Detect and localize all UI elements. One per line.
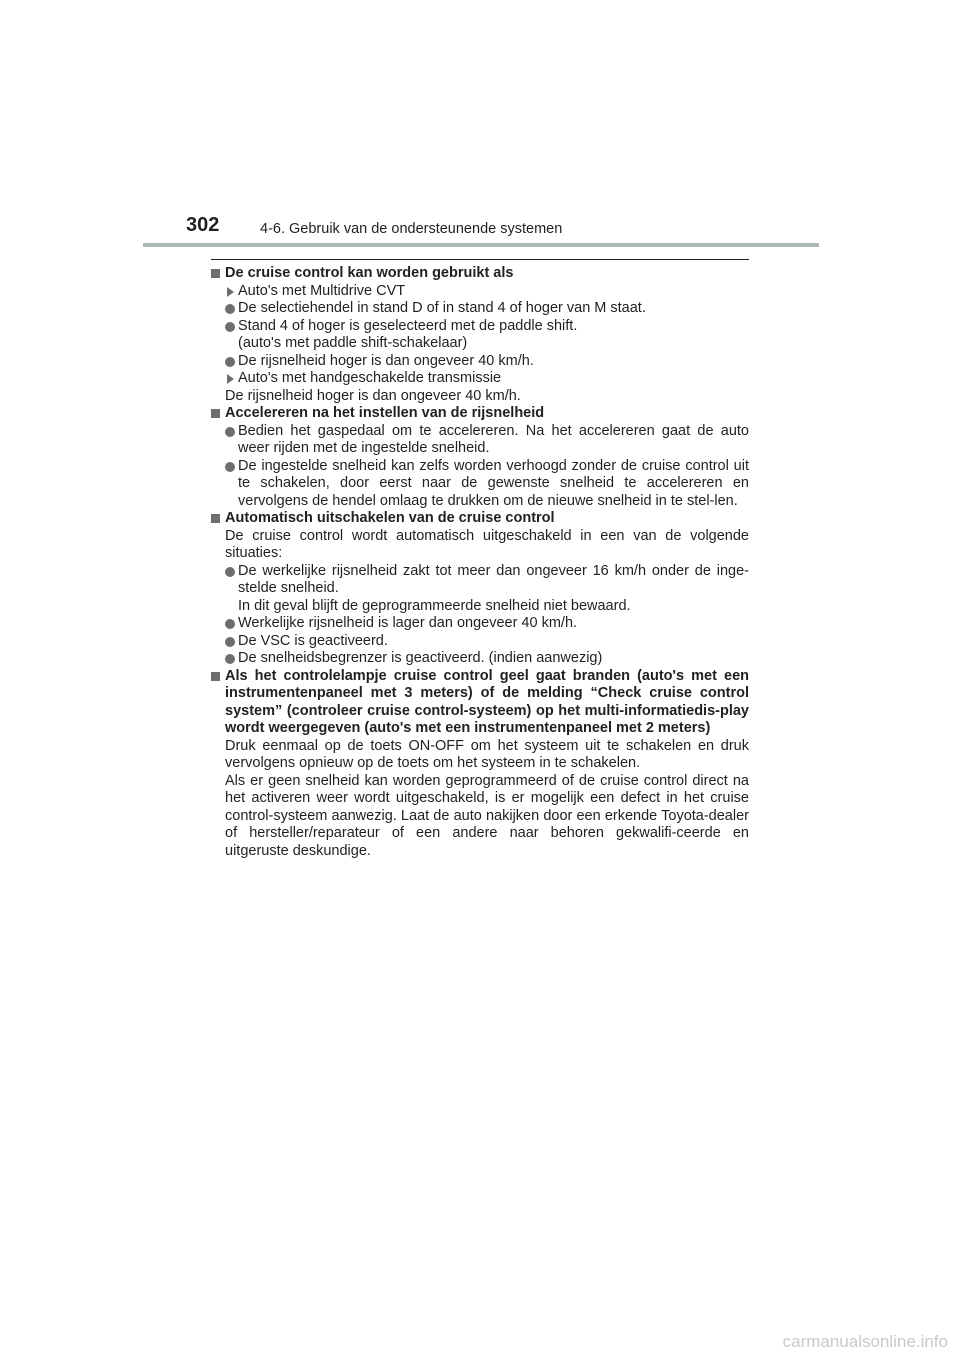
text-line: De VSC is geactiveerd. <box>238 632 388 649</box>
text-line: Auto's met handgeschakelde transmissie <box>238 370 502 386</box>
content <box>211 265 749 860</box>
text-line: (auto's met paddle shift-schakelaar) <box>238 335 468 351</box>
triangle-marker-icon <box>227 287 234 297</box>
text-line: De selectiehendel in stand D of in stand 4 of hoger van M staat. <box>238 300 646 316</box>
section-heading <box>211 510 749 528</box>
content-rule <box>211 259 749 260</box>
square-bullet-icon <box>211 672 220 681</box>
square-bullet-icon <box>211 409 220 418</box>
bullet-item <box>211 615 749 633</box>
bullet-item <box>211 318 749 353</box>
text-line: De rijsnelheid hoger is dan ongeveer 40 km/h. <box>238 352 534 369</box>
text-line: Stand 4 of hoger is geselecteerd met de paddle shift. <box>238 317 578 334</box>
section-heading <box>211 265 749 283</box>
body-paragraph <box>211 388 749 406</box>
bullet-item <box>211 458 749 511</box>
text-line: Accelereren na het instellen van de rijsnelheid <box>225 405 545 421</box>
triangle-marker-icon <box>227 374 234 384</box>
watermark: carmanualsonline.info <box>782 1332 948 1351</box>
circle-bullet-icon <box>225 427 235 437</box>
text-line: Bedien het gaspedaal om te accelereren. Na het accelereren gaat de auto weer rijden met de ingestelde snelheid. <box>238 422 749 456</box>
bullet-item <box>211 633 749 651</box>
circle-bullet-icon <box>225 567 235 577</box>
text-line: De cruise control wordt automatisch uitgeschakeld in een van de volgende situaties: <box>225 527 749 561</box>
section-title: 4-6. Gebruik van de ondersteunende systemen <box>260 221 563 237</box>
text-line: Automatisch uitschakelen van de cruise control <box>225 510 555 526</box>
sub-heading <box>211 370 749 388</box>
header-rule <box>143 243 819 247</box>
bullet-item <box>211 300 749 318</box>
circle-bullet-icon <box>225 654 235 664</box>
text-line: De cruise control kan worden gebruikt als <box>225 265 514 281</box>
section-heading <box>211 405 749 423</box>
text-line: De rijsnelheid hoger is dan ongeveer 40 km/h. <box>225 387 521 404</box>
circle-bullet-icon <box>225 322 235 332</box>
body-paragraph <box>211 528 749 563</box>
sub-heading <box>211 283 749 301</box>
circle-bullet-icon <box>225 304 235 314</box>
text-line: De werkelijke rijsnelheid zakt tot meer dan ongeveer 16 km/h onder de inge-stelde snelheid. <box>238 562 749 596</box>
circle-bullet-icon <box>225 637 235 647</box>
body-paragraph <box>211 738 749 861</box>
circle-bullet-icon <box>225 619 235 629</box>
circle-bullet-icon <box>225 357 235 367</box>
text-line: In dit geval blijft de geprogrammeerde snelheid niet bewaard. <box>238 597 631 614</box>
square-bullet-icon <box>211 514 220 523</box>
text-line: Werkelijke rijsnelheid is lager dan ongeveer 40 km/h. <box>238 615 578 631</box>
text-line: Druk eenmaal op de toets ON-OFF om het systeem uit te schakelen en druk vervolgens opnieuw op de toets om het systeem in te schakelen. <box>225 737 749 771</box>
bullet-item <box>211 423 749 458</box>
bullet-item <box>211 563 749 616</box>
bullet-item <box>211 650 749 668</box>
square-bullet-icon <box>211 269 220 278</box>
text-line: Als er geen snelheid kan worden geprogrammeerd of de cruise control direct na het activeren weer wordt uitgeschakeld, is er mogelijk een defect in het cruise control-systeem aanwezig. Laat de auto nakijken door een erkende Toyota-dealer of hersteller/reparateur of een andere naar behoren gekwalifi-ceerde en uitgeruste deskundige. <box>225 772 749 859</box>
text-line: De ingestelde snelheid kan zelfs worden verhoogd zonder de cruise control uit te schakelen, door eerst naar de gewenste snelheid te accelereren en vervolgens de hendel omlaag te drukken om de nieuwe snelheid in te stel-len. <box>238 457 749 509</box>
text-line: Auto's met Multidrive CVT <box>238 282 406 299</box>
circle-bullet-icon <box>225 462 235 472</box>
section-heading <box>211 668 749 738</box>
text-line: De snelheidsbegrenzer is geactiveerd. (indien aanwezig) <box>238 650 603 666</box>
bullet-item <box>211 353 749 371</box>
text-line: Als het controlelampje cruise control geel gaat branden (auto's met een instrumentenpaneel met 3 meters) of de melding “Check cruise control system” (controleer cruise control-systeem) op het multi-informatiedis-play wordt weergegeven (auto's met een instrumentenpaneel met 2 meters) <box>225 667 749 736</box>
page-number: 302 <box>186 214 220 236</box>
